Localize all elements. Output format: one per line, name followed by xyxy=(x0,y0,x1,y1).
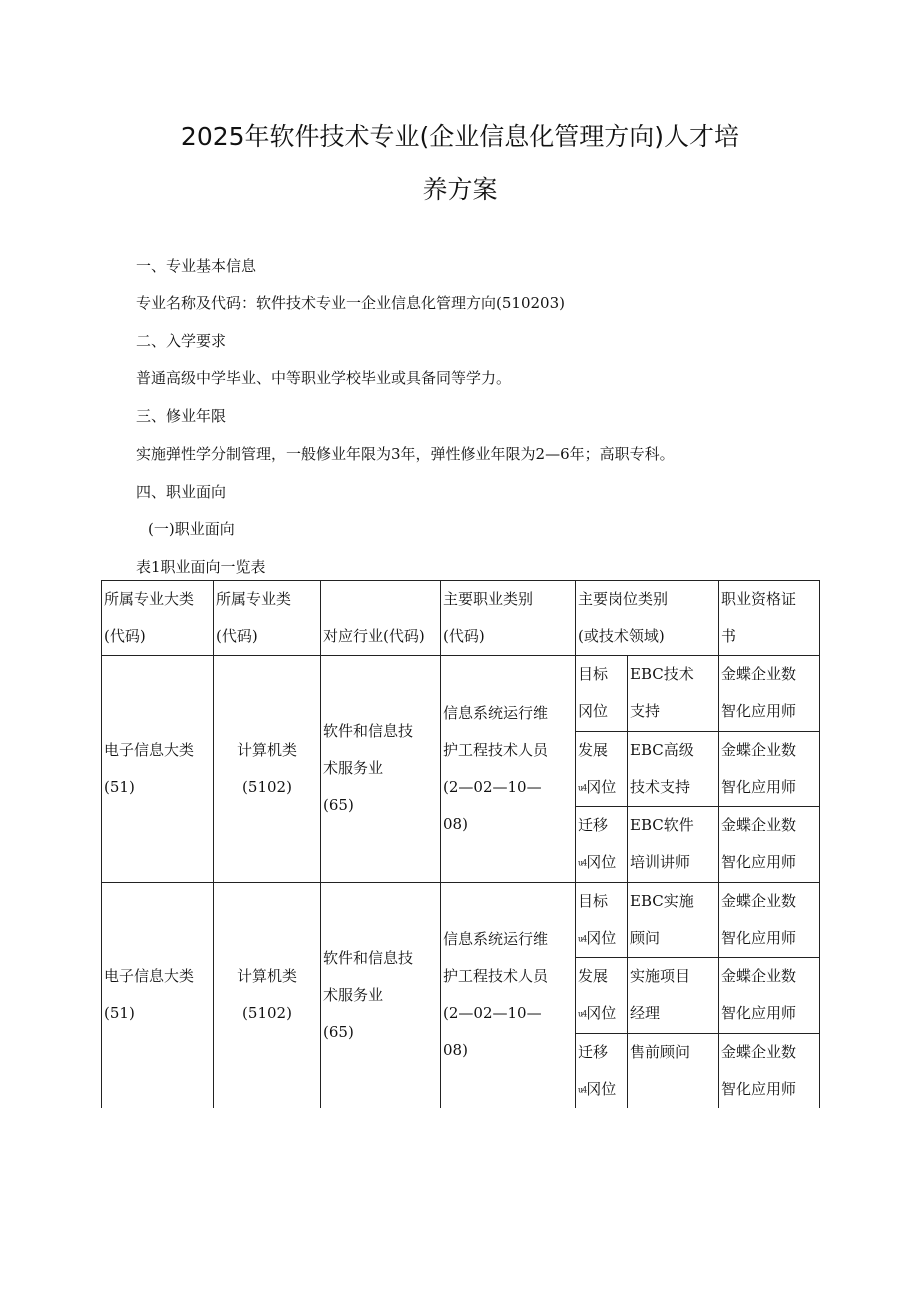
category-cell: 电子信息大类 (51) xyxy=(102,882,214,1108)
post-type-cell: 目标 冈位 xyxy=(576,656,628,732)
certificate-cell: 金蝶企业数 智化应用师 xyxy=(719,1033,820,1108)
post-cell: EBC软件 培训讲师 xyxy=(628,807,719,883)
certificate-cell: 金蝶企业数 智化应用师 xyxy=(719,958,820,1034)
industry-cell: 软件和信息技 术服务业 (65) xyxy=(321,656,441,883)
occupation-cell: 信息系统运行维 护工程技术人员 (2—02—10— 08) xyxy=(441,882,576,1108)
major-name-and-code: 专业名称及代码：软件技术专业一企业信息化管理方向(510203) xyxy=(136,294,565,312)
section-heading-career: 四、职业面向 xyxy=(136,483,227,501)
header-occupation: 主要职业类别 (代码) xyxy=(441,581,576,656)
table-row xyxy=(102,882,820,958)
header-class: 所属专业类 (代码) xyxy=(214,581,321,656)
post-type-cell: 迁移 u4冈位 xyxy=(576,807,628,883)
post-cell: EBC实施 顾问 xyxy=(628,882,719,958)
table-row xyxy=(102,656,820,732)
certificate-cell: 金蝶企业数 智化应用师 xyxy=(719,882,820,958)
header-post: 主要岗位类别 (或技术领域) xyxy=(576,581,719,656)
admission-requirement-text: 普通高级中学毕业、中等职业学校毕业或具备同等学力。 xyxy=(136,369,512,387)
table-header-row xyxy=(102,581,820,656)
study-duration-text: 实施弹性学分制管理，一般修业年限为3年，弹性修业年限为2—6年；高职专科。 xyxy=(136,445,675,463)
certificate-cell: 金蝶企业数 智化应用师 xyxy=(719,807,820,883)
industry-cell: 软件和信息技 术服务业 (65) xyxy=(321,882,441,1108)
post-type-cell: 发展 u4冈位 xyxy=(576,958,628,1034)
occupation-cell: 信息系统运行维 护工程技术人员 (2—02—10— 08) xyxy=(441,656,576,883)
certificate-cell: 金蝶企业数 智化应用师 xyxy=(719,731,820,807)
career-table xyxy=(101,580,820,1108)
post-type-cell: 迁移 u4冈位 xyxy=(576,1033,628,1108)
header-industry: 对应行业(代码) xyxy=(321,581,441,656)
class-cell: 计算机类 (5102) xyxy=(214,656,321,883)
section-heading-basic-info: 一、专业基本信息 xyxy=(136,257,257,275)
post-cell: 实施项目 经理 xyxy=(628,958,719,1034)
header-certificate: 职业资格证 书 xyxy=(719,581,820,656)
post-type-cell: 目标 u4冈位 xyxy=(576,882,628,958)
subsection-heading-career: (一)职业面向 xyxy=(148,520,235,538)
post-cell: 售前顾问 xyxy=(628,1033,719,1108)
section-heading-study-duration: 三、修业年限 xyxy=(136,407,227,425)
post-cell: EBC技术 支持 xyxy=(628,656,719,732)
post-type-cell: 发展 u4冈位 xyxy=(576,731,628,807)
document-title-line1: 2025年软件技术专业(企业信息化管理方向)人才培 xyxy=(180,122,740,151)
class-cell: 计算机类 (5102) xyxy=(214,882,321,1108)
document-title-line2: 养方案 xyxy=(422,175,498,204)
header-category: 所属专业大类 (代码) xyxy=(102,581,214,656)
post-cell: EBC高级 技术支持 xyxy=(628,731,719,807)
category-cell: 电子信息大类 (51) xyxy=(102,656,214,883)
table-caption: 表1职业面向一览表 xyxy=(136,558,266,576)
section-heading-admission: 二、入学要求 xyxy=(136,332,227,350)
certificate-cell: 金蝶企业数 智化应用师 xyxy=(719,656,820,732)
